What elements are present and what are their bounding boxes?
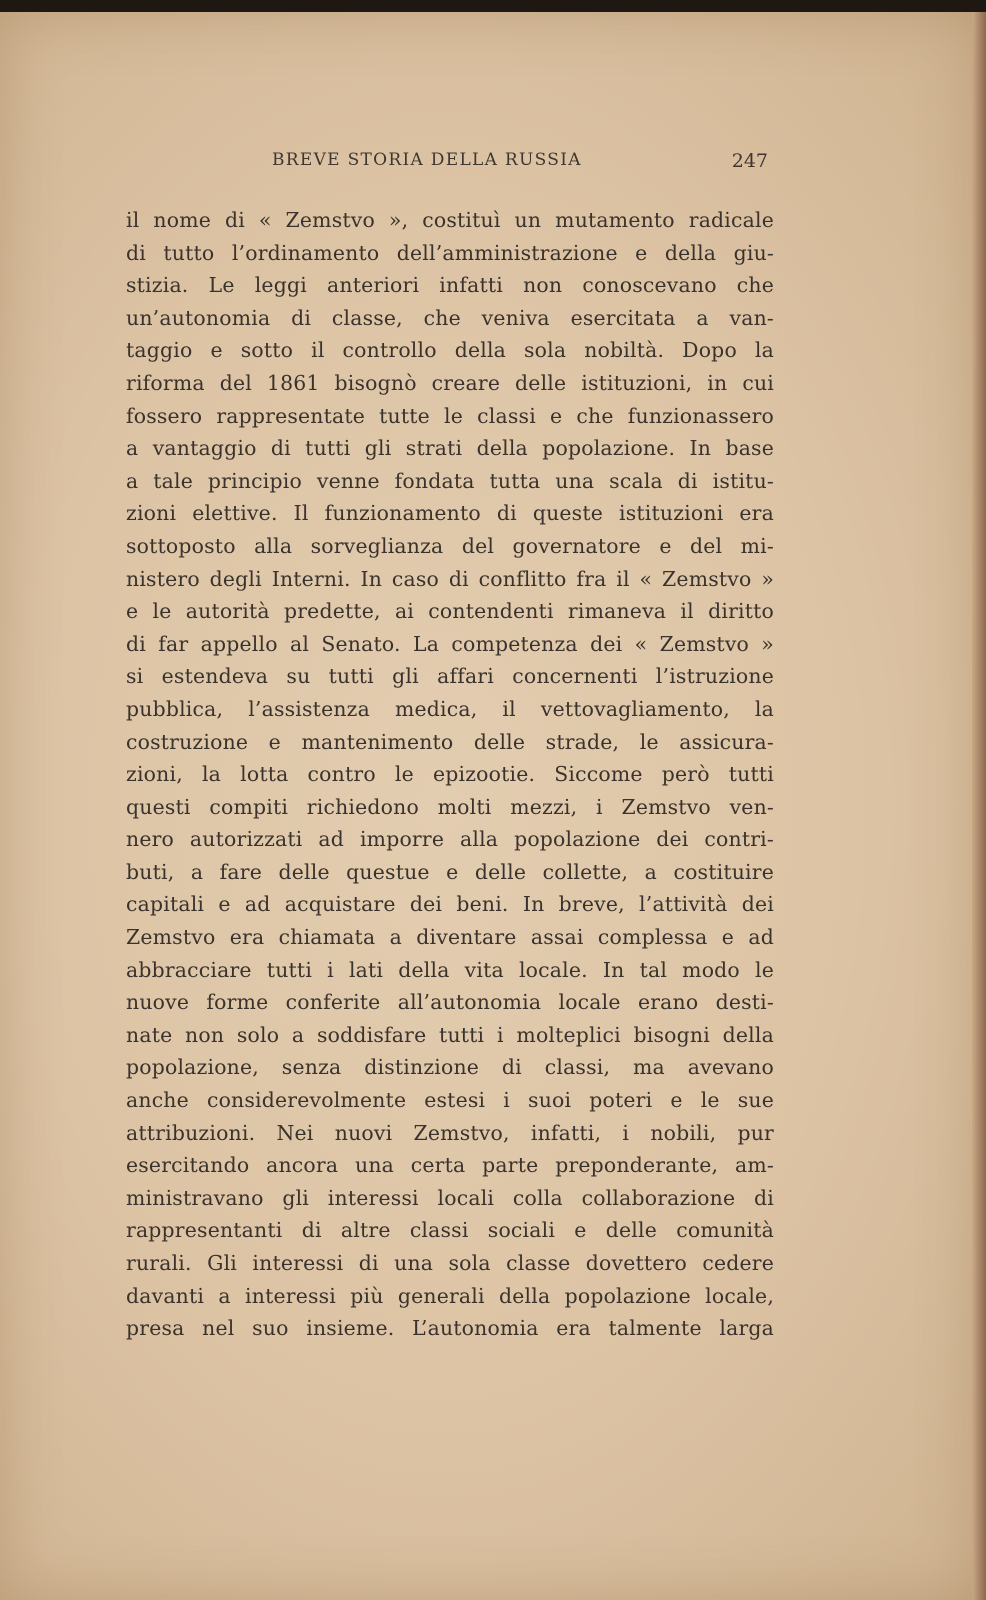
text-line: zioni elettive. Il funzionamento di queste istituzioni era xyxy=(126,501,774,526)
text-line: abbracciare tutti i lati della vita locale. In tal modo le xyxy=(126,957,774,982)
running-header xyxy=(272,150,772,180)
text-line: il nome di « Zemstvo », costituì un mutamento radicale xyxy=(126,208,774,232)
text-line: attribuzioni. Nei nuovi Zemstvo, infatti, i nobili, pur xyxy=(126,1120,774,1145)
text-line: nate non solo a soddisfare tutti i molteplici bisogni della xyxy=(126,1022,774,1047)
text-line: un’autonomia di classe, che veniva esercitata a van- xyxy=(126,305,774,330)
text-line: davanti a interessi più generali della popolazione locale, xyxy=(126,1283,774,1308)
text-line: zioni, la lotta contro le epizootie. Siccome però tutti xyxy=(126,762,774,787)
text-line: fossero rappresentate tutte le classi e che funzionassero xyxy=(126,403,774,428)
text-line: rappresentanti di altre classi sociali e delle comunità xyxy=(126,1218,774,1243)
text-line: nuove forme conferite all’autonomia locale erano desti- xyxy=(126,990,774,1015)
text-line: a vantaggio di tutti gli strati della popolazione. In base xyxy=(126,436,774,461)
text-line: pubblica, l’assistenza medica, il vettovagliamento, la xyxy=(126,696,774,721)
text-line: questi compiti richiedono molti mezzi, i Zemstvo ven- xyxy=(126,794,774,819)
page-right-edge xyxy=(972,12,986,1600)
text-line: stizia. Le leggi anteriori infatti non conoscevano che xyxy=(126,273,774,298)
text-line: buti, a fare delle questue e delle collette, a costituire xyxy=(126,859,774,884)
text-line: nero autorizzati ad imporre alla popolazione dei contri- xyxy=(126,827,774,852)
text-line: e le autorità predette, ai contendenti rimaneva il diritto xyxy=(126,599,774,624)
text-line: a tale principio venne fondata tutta una scala di istitu- xyxy=(126,468,774,493)
text-line: anche considerevolmente estesi i suoi poteri e le sue xyxy=(126,1088,774,1113)
text-line: Zemstvo era chiamata a diventare assai complessa e ad xyxy=(126,925,774,950)
text-line: capitali e ad acquistare dei beni. In breve, l’attività dei xyxy=(126,892,774,917)
text-line: nistero degli Interni. In caso di conflitto fra il « Zemstvo » xyxy=(126,566,774,591)
text-line: riforma del 1861 bisognò creare delle istituzioni, in cui xyxy=(126,370,774,395)
text-line: taggio e sotto il controllo della sola nobiltà. Dopo la xyxy=(126,338,774,363)
text-line: di tutto l’ordinamento dell’amministrazione e della giu- xyxy=(126,240,774,265)
text-line: si estendeva su tutti gli affari concernenti l’istruzione xyxy=(126,664,774,689)
text-line: esercitando ancora una certa parte preponderante, am- xyxy=(126,1153,774,1178)
text-line: popolazione, senza distinzione di classi, ma avevano xyxy=(126,1055,774,1080)
page-number: 247 xyxy=(731,150,768,172)
text-line: sottoposto alla sorveglianza del governatore e del mi- xyxy=(126,533,774,558)
text-line: presa nel suo insieme. L’autonomia era talmente larga xyxy=(126,1316,774,1341)
running-title: BREVE STORIA DELLA RUSSIA xyxy=(272,150,582,170)
text-line: di far appello al Senato. La competenza dei « Zemstvo » xyxy=(126,631,774,656)
text-line: rurali. Gli interessi di una sola classe dovettero cedere xyxy=(126,1251,774,1275)
text-line: costruzione e mantenimento delle strade, le assicura- xyxy=(126,729,774,754)
body-text xyxy=(126,204,774,1345)
text-line: ministravano gli interessi locali colla collaborazione di xyxy=(126,1185,774,1210)
